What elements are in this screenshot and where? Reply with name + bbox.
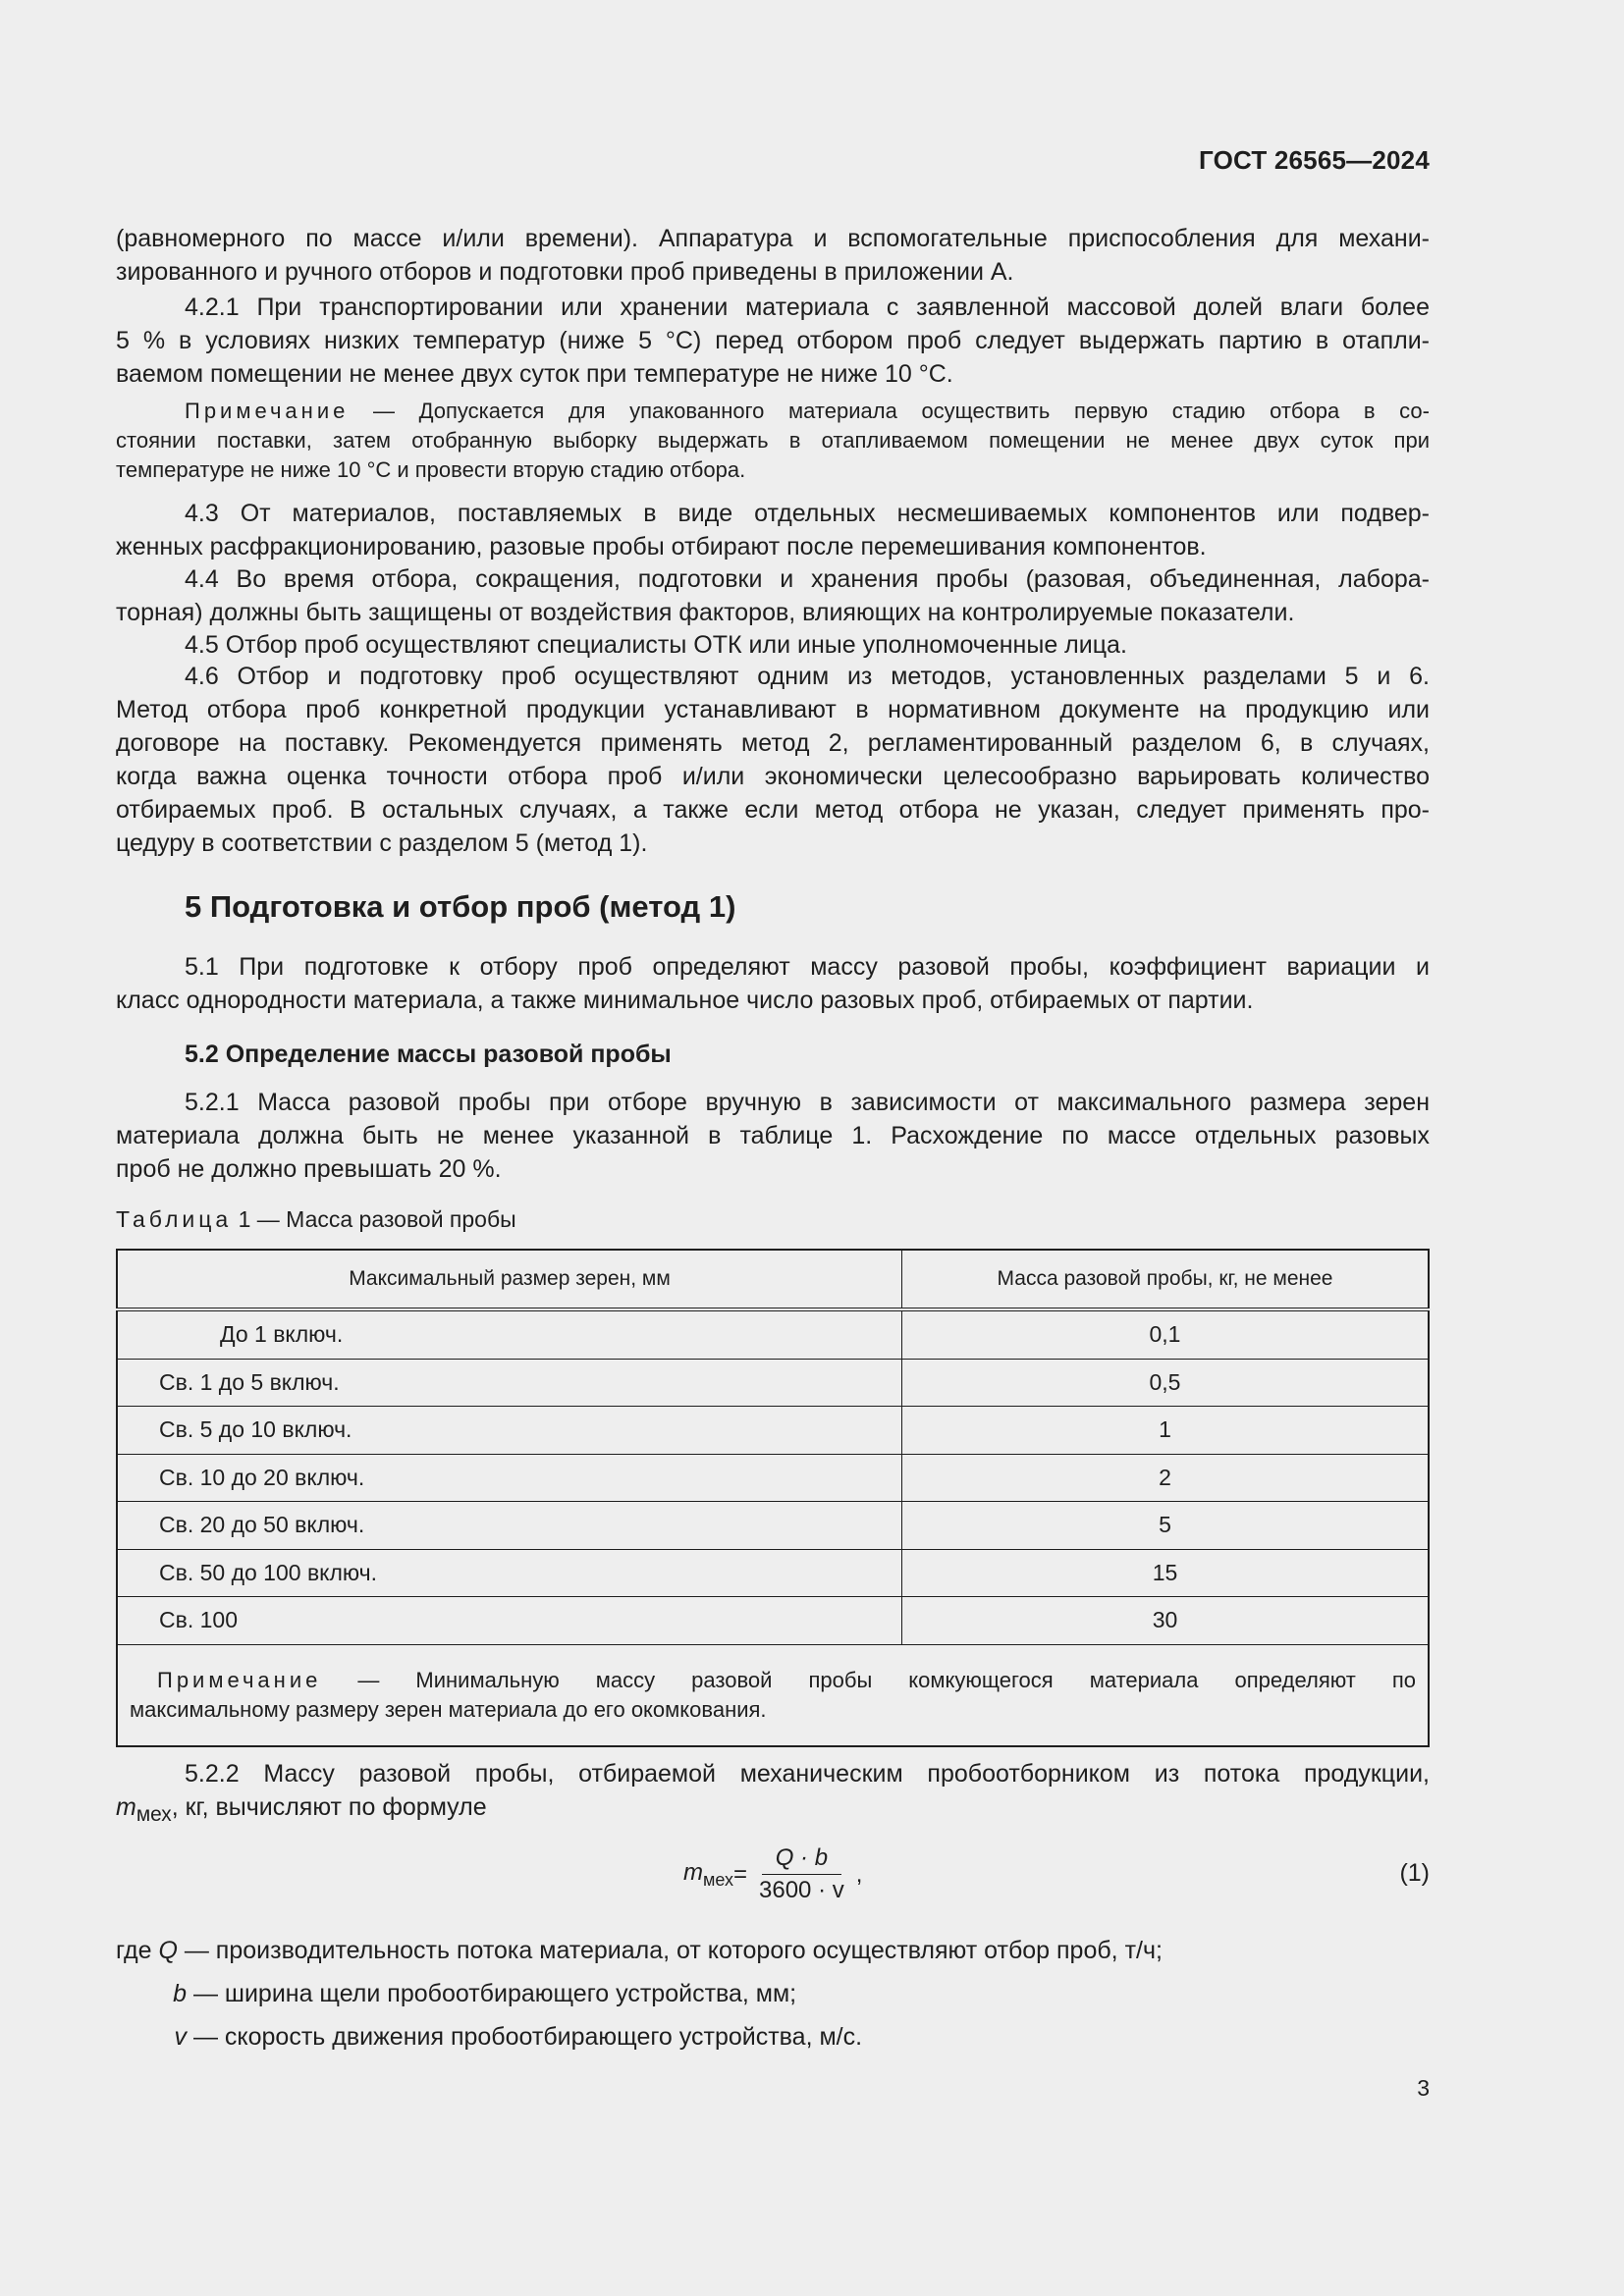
page-number: 3	[1417, 2075, 1430, 2101]
column-header-grain-size: Максимальный размер зерен, мм	[117, 1250, 902, 1309]
note-label: Примечание	[185, 399, 350, 423]
formula-number: (1)	[1399, 1859, 1430, 1887]
cell-grain-size: Св. 5 до 10 включ.	[117, 1407, 902, 1455]
paragraph-4-4: 4.4 Во время отбора, сокращения, подготовки и хранения пробы (разовая, объединенная, лабора- торная) должны быть защищены от воздействия факторов, влияющих на контролируемые показатели.	[116, 565, 1430, 626]
note-4-2-1: Примечание — Допускается для упакованного материала осуществить первую стадию отбора в со- стоянии поставки, затем отобранную выборку выдержать в отапливаемом помещении не менее двух суток при температуре не ниже 10 °С и провести вторую стадию отбора.	[116, 399, 1430, 482]
column-header-sample-mass: Масса разовой пробы, кг, не менее	[902, 1250, 1430, 1309]
table-row	[117, 1359, 1429, 1407]
table-1-caption: Таблица 1 — Масса разовой пробы	[116, 1206, 516, 1232]
table-row	[117, 1502, 1429, 1550]
formula-numerator: Q · b	[762, 1844, 841, 1875]
cell-sample-mass: 5	[902, 1502, 1430, 1550]
where-item-v: v — скорость движения пробоотбирающего устройства, м/с.	[174, 2023, 863, 2051]
cell-grain-size: Св. 100	[117, 1597, 902, 1645]
table-header-row	[117, 1250, 1429, 1309]
section-5-heading: 5 Подготовка и отбор проб (метод 1)	[185, 889, 736, 924]
paragraph-5-1: 5.1 При подготовке к отбору проб определяют массу разовой пробы, коэффициент вариации и класс однородности материала, а также минимальное число разовых проб, отбираемых от партии.	[116, 953, 1430, 1014]
cell-sample-mass: 0,1	[902, 1309, 1430, 1359]
where-item-q: где Q — производительность потока материала, от которого осуществляют отбор проб, т/ч;	[116, 1937, 1163, 1964]
table-row	[117, 1454, 1429, 1502]
table-row	[117, 1597, 1429, 1645]
paragraph-intro: (равномерного по массе и/или времени). Аппаратура и вспомогательные приспособления для механи- зированного и ручного отборов и подготовки проб приведены в приложении А.	[116, 225, 1430, 286]
paragraph-5-2-1: 5.2.1 Масса разовой пробы при отборе вручную в зависимости от максимального размера зерен материала должна быть не менее указанной в таблице 1. Расхождение по массе отдельных разовых проб не должно превышать 20 %.	[116, 1089, 1430, 1183]
note-label: Примечание	[157, 1667, 322, 1692]
table-row	[117, 1549, 1429, 1597]
paragraph-4-5: 4.5 Отбор проб осуществляют специалисты ОТК или иные уполномоченные лица.	[185, 631, 1127, 659]
cell-sample-mass: 15	[902, 1549, 1430, 1597]
paragraph-4-2-1: 4.2.1 При транспортировании или хранении материала с заявленной массовой долей влаги более 5 % в условиях низких температур (ниже 5 °С) перед отбором проб следует выдержать партию в отапли- ваемом помещении не менее двух суток при температуре не ниже 10 °С.	[116, 294, 1430, 388]
paragraph-4-6: 4.6 Отбор и подготовку проб осуществляют одним из методов, установленных разделами 5 и 6. Метод отбора проб конкретной продукции устанавливают в нормативном документе на продукцию или договоре на поставку. Рекомендуется применять метод 2, регламентированный разделом 6, в случаях, когда важна оценка точности отбора проб и/или экономически целесообразно варьировать количество отбираемых проб. В остальных случаях, а также если метод отбора не указан, следует применять про- цедуру в соответствии с разделом 5 (метод 1).	[116, 663, 1430, 857]
table-row	[117, 1407, 1429, 1455]
formula-fraction	[751, 1844, 852, 1904]
cell-sample-mass: 30	[902, 1597, 1430, 1645]
formula-1: $m_{мех}$ = $\frac{Q \cdot b}{3600 \cdot v}$ ,	[683, 1844, 863, 1903]
cell-sample-mass: 0,5	[902, 1359, 1430, 1407]
table-note: Примечание — Минимальную массу разовой пробы комкующегося материала определяют по максимальному размеру зерен материала до его окомкования.	[117, 1644, 1429, 1746]
where-item-b: b — ширина щели пробоотбирающего устройства, мм;	[173, 1980, 797, 2007]
cell-grain-size: Св. 20 до 50 включ.	[117, 1502, 902, 1550]
document-code: ГОСТ 26565—2024	[1199, 145, 1430, 175]
table-row	[117, 1309, 1429, 1359]
formula-denominator: 3600 · v	[759, 1877, 844, 1903]
cell-sample-mass: 1	[902, 1407, 1430, 1455]
paragraph-5-2-2: 5.2.2 Массу разовой пробы, отбираемой механическим пробоотборником из потока продукции, $m_{мех}$, кг, вычисляют по формуле	[116, 1760, 1430, 1826]
cell-grain-size: Св. 50 до 100 включ.	[117, 1549, 902, 1597]
cell-sample-mass: 2	[902, 1454, 1430, 1502]
cell-grain-size: Св. 10 до 20 включ.	[117, 1454, 902, 1502]
section-5-2-heading: 5.2 Определение массы разовой пробы	[185, 1041, 672, 1068]
table-note-row	[117, 1644, 1429, 1746]
cell-grain-size: Св. 1 до 5 включ.	[117, 1359, 902, 1407]
cell-grain-size: До 1 включ.	[117, 1309, 902, 1359]
table-1	[116, 1249, 1430, 1747]
paragraph-4-3: 4.3 От материалов, поставляемых в виде отдельных несмешиваемых компонентов или подвер- женных расфракционированию, разовые пробы отбирают после перемешивания компонентов.	[116, 500, 1430, 561]
